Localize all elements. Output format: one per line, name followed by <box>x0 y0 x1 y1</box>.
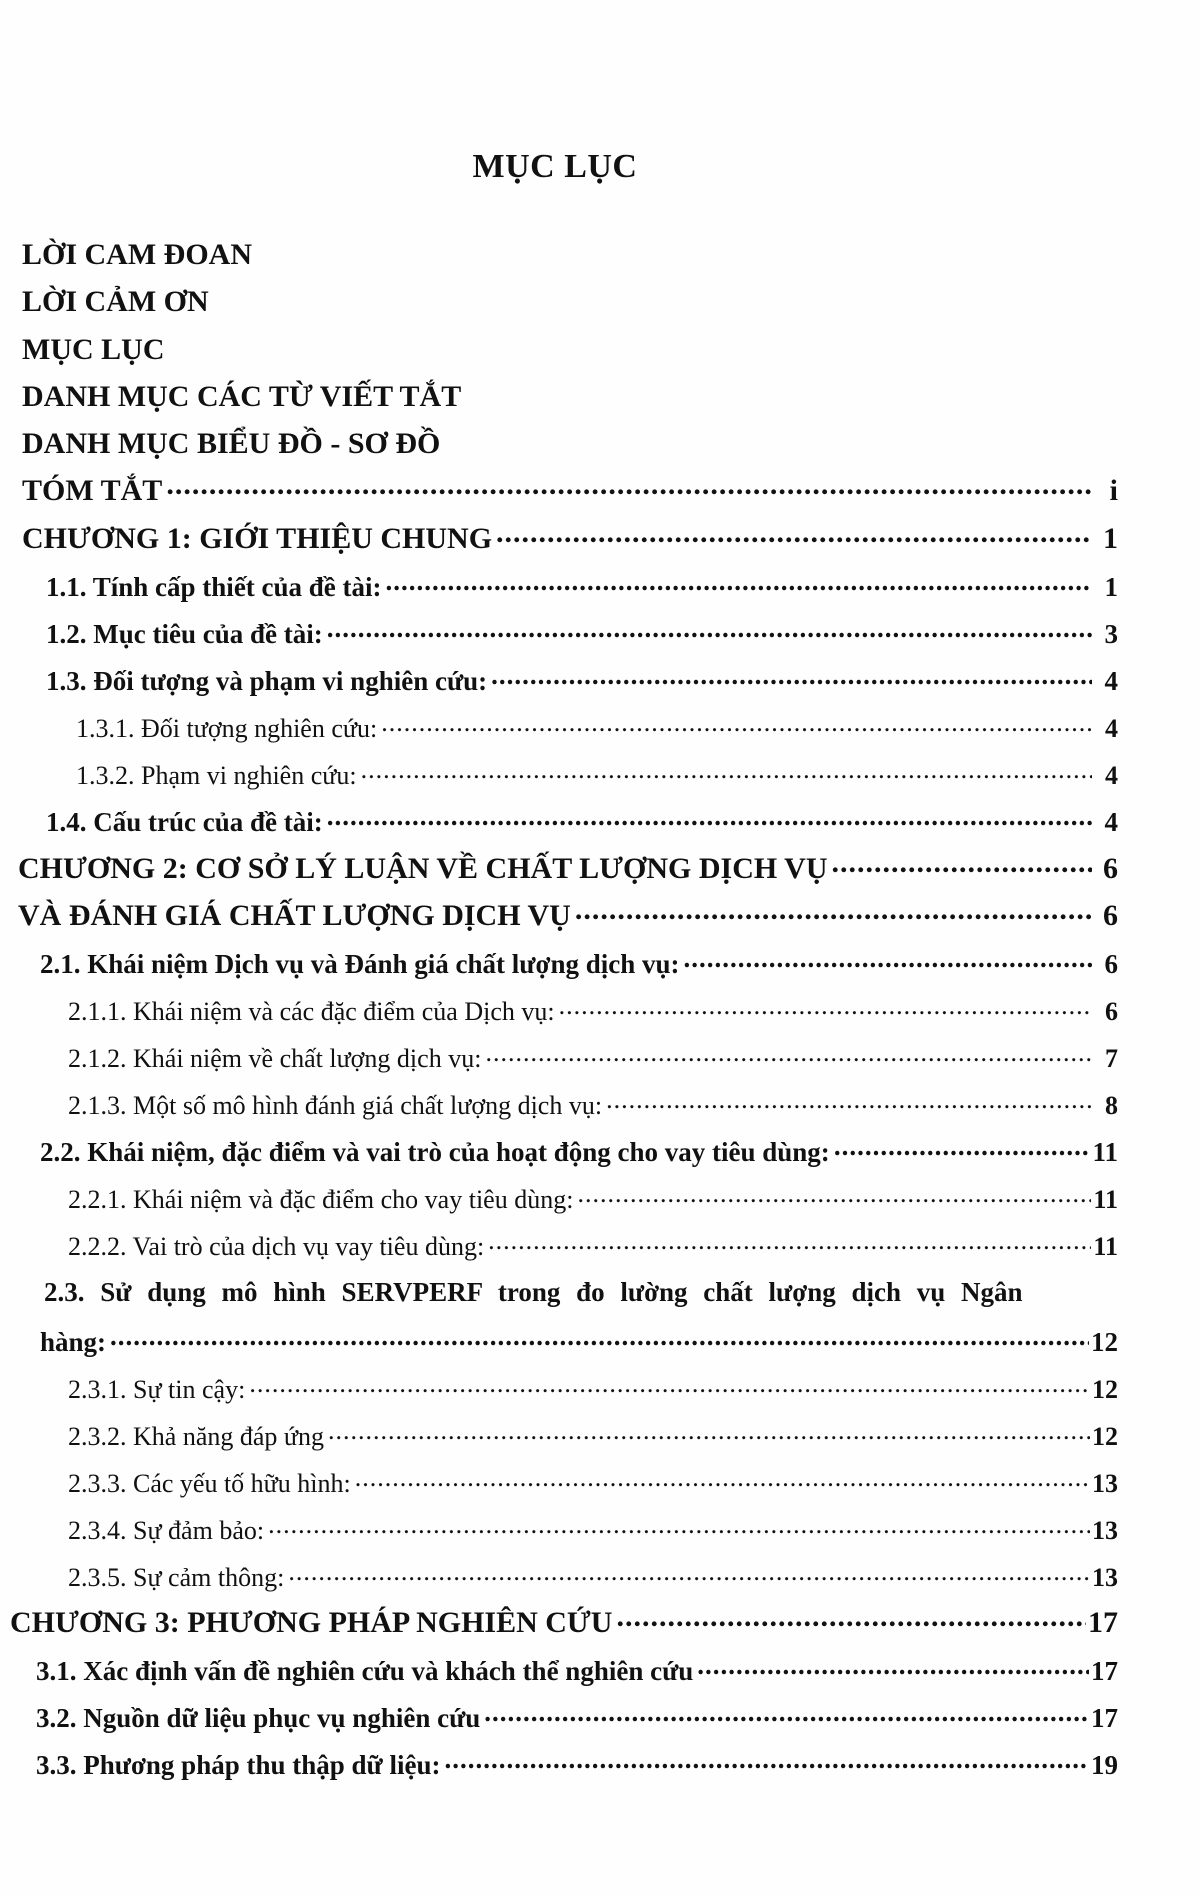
toc-page-number: i <box>1109 474 1118 507</box>
toc-page-number: 13 <box>1092 1469 1118 1498</box>
dot-leader <box>491 660 1092 691</box>
dot-leader <box>445 1744 1090 1775</box>
toc-page-number: 12 <box>1091 1327 1118 1357</box>
toc-entry[interactable] <box>22 323 169 367</box>
toc-entry-text: LỜI CAM ĐOAN <box>22 238 252 271</box>
toc-entry-text: LỜI CẢM ƠN <box>22 285 209 318</box>
toc-page-number: 17 <box>1091 1703 1118 1733</box>
toc-entry[interactable] <box>18 842 1118 886</box>
dot-leader <box>166 468 1092 502</box>
toc-entry-text: CHƯƠNG 3: PHƯƠNG PHÁP NGHIÊN CỨU <box>10 1606 613 1639</box>
dot-leader <box>268 1510 1090 1540</box>
toc-page-number: 11 <box>1093 1232 1118 1261</box>
dot-leader <box>606 1085 1092 1115</box>
toc-page-number: 17 <box>1088 1606 1118 1639</box>
toc-entry-text: 1.2. Mục tiêu của đề tài: <box>46 619 323 649</box>
toc-entry[interactable] <box>22 275 213 319</box>
toc-entry-text: 3.3. Phương pháp thu thập dữ liệu: <box>36 1750 441 1780</box>
dot-leader <box>832 846 1092 880</box>
toc-page-number: 6 <box>1103 899 1118 932</box>
dot-leader <box>327 613 1092 644</box>
dot-leader <box>575 893 1092 927</box>
toc-page-number: 11 <box>1093 1185 1118 1214</box>
toc-entry[interactable] <box>68 1361 1118 1405</box>
toc-entry-text: CHƯƠNG 1: GIỚI THIỆU CHUNG <box>22 522 493 555</box>
toc-entry[interactable] <box>46 559 1118 603</box>
toc-entry-text: 3.1. Xác định vấn đề nghiên cứu và khách thể nghiên cứu <box>36 1656 694 1686</box>
toc-entry[interactable] <box>68 1502 1118 1546</box>
toc-page-number: 19 <box>1091 1750 1118 1780</box>
toc-entry[interactable] <box>36 1690 1118 1734</box>
toc-page-number: 6 <box>1104 949 1118 979</box>
toc-page-number: 17 <box>1091 1656 1118 1686</box>
dot-leader <box>488 1226 1091 1256</box>
toc-entry-text: 2.1.3. Một số mô hình đánh giá chất lượng dịch vụ: <box>68 1091 603 1120</box>
toc-entry-text: 2.3.4. Sự đảm bảo: <box>68 1516 265 1545</box>
toc-page-number: 1 <box>1104 572 1118 602</box>
toc-page-number: 7 <box>1105 1044 1118 1073</box>
toc-entry-text: 2.3.1. Sự tin cậy: <box>68 1375 246 1404</box>
toc-entry[interactable] <box>36 1643 1118 1687</box>
toc-page-number: 12 <box>1092 1422 1118 1451</box>
toc-entry[interactable] <box>76 700 1118 744</box>
toc-entry-text: 2.1.2. Khái niệm về chất lượng dịch vụ: <box>68 1044 482 1073</box>
toc-entry[interactable] <box>68 1549 1118 1593</box>
toc-page-number: 4 <box>1104 666 1118 696</box>
dot-leader <box>249 1369 1090 1399</box>
toc-entry[interactable] <box>46 653 1118 697</box>
toc-entry-text: 2.2.1. Khái niệm và đặc điểm cho vay tiêu dùng: <box>68 1185 574 1214</box>
toc-page-number: 8 <box>1105 1091 1118 1120</box>
toc-entry[interactable] <box>22 370 465 414</box>
toc-entry-text: 2.1. Khái niệm Dịch vụ và Đánh giá chất lượng dịch vụ: <box>40 949 680 979</box>
dot-leader <box>355 1463 1090 1493</box>
toc-entry-text: hàng: <box>40 1327 107 1357</box>
toc-entry-text: 1.3.2. Phạm vi nghiên cứu: <box>76 761 357 790</box>
toc-page-number: 1 <box>1103 522 1118 555</box>
toc-page-number: 4 <box>1105 714 1118 743</box>
dot-leader <box>484 1697 1089 1728</box>
toc-page-number: 13 <box>1092 1516 1118 1545</box>
toc-entry[interactable] <box>68 1218 1118 1262</box>
toc-entry[interactable] <box>68 1171 1118 1215</box>
toc-entry-text: 2.1.1. Khái niệm và các đặc điểm của Dịch vụ: <box>68 997 555 1026</box>
toc-entry[interactable] <box>76 747 1118 791</box>
toc-entry-text: MỤC LỤC <box>22 333 165 366</box>
page-title: MỤC LỤC <box>472 148 638 185</box>
toc-entry-text: 2.2.2. Vai trò của dịch vụ vay tiêu dùng: <box>68 1232 485 1261</box>
dot-leader <box>110 1321 1089 1352</box>
toc-entry-text: VÀ ĐÁNH GIÁ CHẤT LƯỢNG DỊCH VỤ <box>18 899 571 932</box>
toc-entry-text: 1.3. Đối tượng và phạm vi nghiên cứu: <box>46 666 488 696</box>
toc-page-number: 4 <box>1104 807 1118 837</box>
toc-entry-text: 2.2. Khái niệm, đặc điểm và vai trò của hoạt động cho vay tiêu dùng: <box>40 1137 830 1167</box>
dot-leader <box>577 1179 1091 1209</box>
toc-entry[interactable] <box>40 936 1118 980</box>
toc-entry-text: 2.3.5. Sự cảm thông: <box>68 1563 285 1592</box>
dot-leader <box>381 708 1092 738</box>
toc-entry-text: DANH MỤC CÁC TỪ VIẾT TẮT <box>22 380 462 413</box>
toc-entry[interactable] <box>18 889 1118 933</box>
toc-entry[interactable] <box>68 1077 1118 1121</box>
toc-entry[interactable] <box>10 1596 1118 1640</box>
toc-page-number: 12 <box>1092 1375 1118 1404</box>
toc-entry[interactable] <box>40 1314 1118 1358</box>
dot-leader <box>616 1600 1086 1634</box>
toc-entry-text: 1.3.1. Đối tượng nghiên cứu: <box>76 714 378 743</box>
toc-page-number: 6 <box>1105 997 1118 1026</box>
toc-entry-text: 2.3. Sử dụng mô hình SERVPERF trong đo lường chất lượng dịch vụ Ngân <box>44 1277 1023 1307</box>
dot-leader <box>834 1131 1091 1162</box>
toc-page-number: 3 <box>1104 619 1118 649</box>
toc-entry-text: 3.2. Nguồn dữ liệu phục vụ nghiên cứu <box>36 1703 481 1733</box>
dot-leader <box>288 1557 1090 1587</box>
dot-leader <box>327 801 1092 832</box>
toc-entry[interactable] <box>22 512 1118 556</box>
toc-entry-wrapped[interactable] <box>44 1277 1118 1308</box>
toc-entry-text: 2.3.3. Các yếu tố hữu hình: <box>68 1469 351 1498</box>
dot-leader <box>559 991 1092 1021</box>
dot-leader <box>496 516 1092 550</box>
toc-entry[interactable] <box>22 228 256 272</box>
toc-entry[interactable] <box>22 464 1118 508</box>
dot-leader <box>485 1038 1092 1068</box>
toc-entry-text: DANH MỤC BIỂU ĐỒ - SƠ ĐỒ <box>22 427 441 460</box>
toc-entry[interactable] <box>68 983 1118 1027</box>
toc-entry-text: 1.1. Tính cấp thiết của đề tài: <box>46 572 382 602</box>
dot-leader <box>697 1650 1089 1681</box>
toc-page-number: 11 <box>1092 1137 1118 1167</box>
toc-entry-text: 2.3.2. Khả năng đáp ứng <box>68 1422 324 1451</box>
toc-entry[interactable] <box>22 417 444 461</box>
toc-entry[interactable] <box>68 1455 1118 1499</box>
toc-page-number: 4 <box>1105 761 1118 790</box>
dot-leader <box>328 1416 1090 1446</box>
toc-entry[interactable] <box>46 794 1118 838</box>
toc-page-number: 6 <box>1103 852 1118 885</box>
toc-entry[interactable] <box>68 1408 1118 1452</box>
toc-entry[interactable] <box>68 1030 1118 1074</box>
toc-entry-text: TÓM TẮT <box>22 474 163 507</box>
toc-entry-text: 1.4. Cấu trúc của đề tài: <box>46 807 323 837</box>
toc-entry[interactable] <box>40 1124 1118 1168</box>
dot-leader <box>386 566 1092 597</box>
toc-entry-text: CHƯƠNG 2: CƠ SỞ LÝ LUẬN VỀ CHẤT LƯỢNG DỊCH VỤ <box>18 852 828 885</box>
toc-page-number: 13 <box>1092 1563 1118 1592</box>
toc-entry[interactable] <box>46 606 1118 650</box>
dot-leader <box>684 943 1093 974</box>
toc-entry[interactable] <box>36 1737 1118 1781</box>
dot-leader <box>361 755 1092 785</box>
